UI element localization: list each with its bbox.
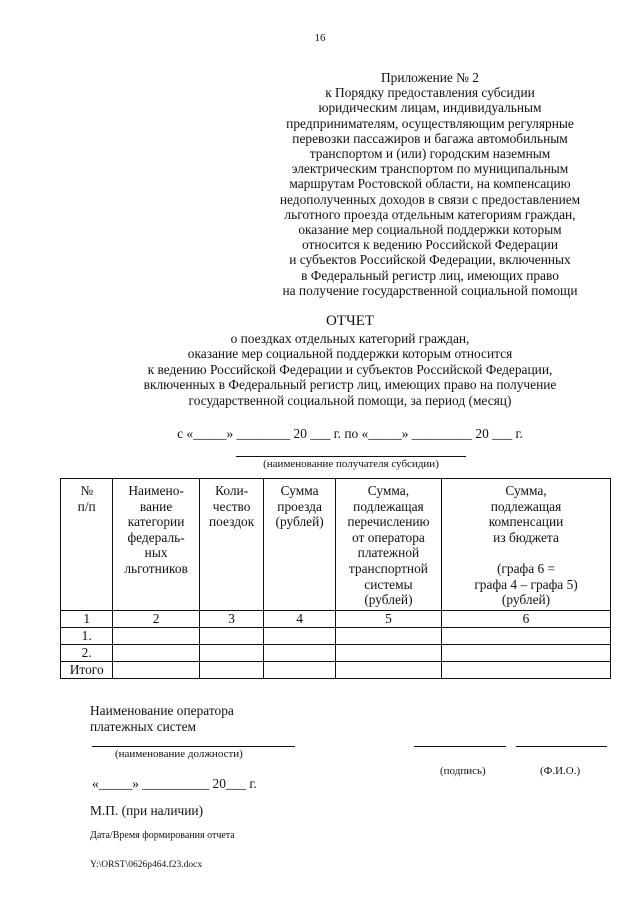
- table-cell: [113, 627, 199, 644]
- header-budget-compensation: Сумма, подлежащая компенсации из бюджета (графа 6 = графа 4 – графа 5) (рублей): [442, 479, 611, 611]
- report-table: [60, 478, 611, 679]
- report-subtitle: [0, 331, 640, 408]
- column-number: 4: [264, 610, 335, 627]
- table-cell: [442, 644, 611, 661]
- subtitle-line: о поездках отдельных категорий граждан,: [230, 331, 470, 346]
- operator-line: Наименование оператора: [90, 703, 234, 718]
- appendix-line: на получение государственной социальной помощи: [282, 282, 578, 298]
- fio-label: (Ф.И.О.): [540, 765, 581, 777]
- appendix-line: в Федеральный регистр лиц, имеющих право: [301, 267, 559, 283]
- appendix-line: юридическим лицам, индивидуальным: [318, 100, 542, 116]
- table-cell: [335, 627, 441, 644]
- page-number: 16: [314, 32, 326, 44]
- subtitle-line: оказание мер социальной поддержки которым относится: [187, 346, 513, 362]
- table-row: [61, 644, 611, 661]
- appendix-line: предпринимателям, осуществляющим регулярные: [286, 115, 574, 131]
- header-fare-sum: Сумма проезда (рублей): [264, 479, 335, 611]
- table-cell: [199, 627, 264, 644]
- file-path: Y:\ORST\0626p464.f23.docx: [90, 860, 203, 870]
- operator-line: платежных систем: [90, 719, 197, 734]
- column-number: 5: [335, 610, 441, 627]
- report-title: ОТЧЕТ: [325, 313, 375, 329]
- appendix-line: к Порядку предоставления субсидии: [325, 85, 535, 101]
- stamp-note: М.П. (при наличии): [90, 803, 204, 818]
- appendix-line: транспортом и (или) городским наземным: [309, 146, 551, 162]
- recipient-label: (наименование получателя субсидии): [263, 458, 439, 470]
- total-row: [61, 661, 611, 678]
- header-number: № п/п: [61, 479, 113, 611]
- table-cell: [113, 644, 199, 661]
- header-category: Наимено- вание категории федераль- ных льготников: [113, 479, 199, 611]
- column-number: 6: [442, 610, 611, 627]
- table-cell: [442, 661, 611, 678]
- signature-label: (подпись): [440, 765, 486, 777]
- appendix-line: недополученных доходов в связи с предоставлением: [279, 191, 581, 207]
- appendix-line: и субъектов Российской Федерации, включенных: [289, 252, 571, 268]
- report-formed-label: Дата/Время формирования отчета: [90, 830, 235, 841]
- row-number: 2.: [61, 644, 113, 661]
- table-cell: [199, 661, 264, 678]
- column-number: 2: [113, 610, 199, 627]
- total-label: Итого: [61, 661, 113, 678]
- fio-underline: [516, 746, 607, 747]
- row-number: 1.: [61, 627, 113, 644]
- subtitle-line: государственной социальной помощи, за период (месяц): [188, 392, 512, 408]
- table-cell: [264, 627, 335, 644]
- column-number: 3: [199, 610, 264, 627]
- date-line: «_____» __________ 20___ г.: [92, 776, 257, 791]
- position-label: (наименование должности): [115, 748, 243, 760]
- table-cell: [264, 644, 335, 661]
- appendix-line: Приложение № 2: [380, 70, 480, 85]
- appendix-line: перевозки пассажиров и багажа автомобильным: [292, 130, 568, 146]
- table-cell: [199, 644, 264, 661]
- position-underline: [92, 746, 295, 747]
- appendix-line: электрическим транспортом по муниципальным: [291, 161, 569, 177]
- header-trips: Коли- чество поездок: [199, 479, 264, 611]
- operator-name: [90, 703, 234, 735]
- table-cell: [264, 661, 335, 678]
- table-cell: [442, 627, 611, 644]
- report-period: с «_____» ________ 20 ___ г. по «_____» _________ 20 ___ г.: [177, 426, 523, 441]
- appendix-line: оказание мер социальной поддержки которым: [298, 222, 562, 238]
- table-header-row: [61, 479, 611, 611]
- table-row: [61, 627, 611, 644]
- signature-underline: [414, 746, 506, 747]
- appendix-line: относится к ведению Российской Федерации: [301, 237, 559, 253]
- column-number-row: [61, 610, 611, 627]
- table-cell: [335, 661, 441, 678]
- appendix-line: маршрутам Ростовской области, на компенсацию: [289, 176, 571, 192]
- table-cell: [113, 661, 199, 678]
- column-number: 1: [61, 610, 113, 627]
- subtitle-line: к ведению Российской Федерации и субъектов Российской Федерации,: [147, 361, 553, 377]
- subtitle-line: включенных в Федеральный регистр лиц, имеющих право на получение: [143, 377, 557, 393]
- appendix-header: [250, 70, 610, 298]
- appendix-line: льготного проезда отдельным категориям граждан,: [284, 206, 576, 222]
- header-operator-sum: Сумма, подлежащая перечислению от оператора платежной транспортной системы (рублей): [335, 479, 441, 611]
- table-cell: [335, 644, 441, 661]
- recipient-underline: [236, 456, 466, 457]
